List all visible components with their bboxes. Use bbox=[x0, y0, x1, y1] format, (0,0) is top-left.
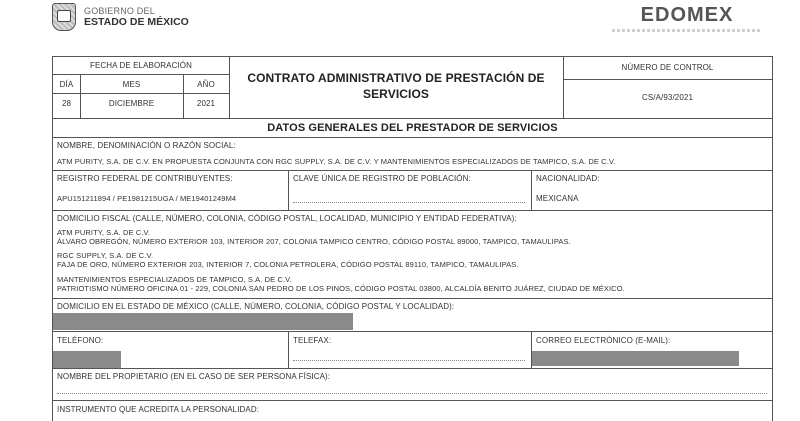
contract-title-line2: SERVICIOS bbox=[362, 87, 430, 101]
name-value: ATM PURITY, S.A. DE C.V. EN PROPUESTA CONJUNTA CON RGC SUPPLY, S.A. DE C.V. Y MANTENIMIENTOS ESPECIALIZADOS DE TAMPICO, S.A. DE C.V. bbox=[57, 157, 616, 166]
rfc-value: APU151211894 / PE1981215UGA / ME19401249M4 bbox=[57, 194, 237, 203]
redacted-edomex-address bbox=[53, 313, 353, 330]
curp-label: CLAVE ÚNICA DE REGISTRO DE POBLACIÓN: bbox=[293, 174, 471, 183]
control-number-value: CS/A/93/2021 bbox=[641, 93, 693, 102]
fiscal-company-2: RGC SUPPLY, S.A. DE C.V. bbox=[57, 251, 154, 260]
edomex-logo-text: EDOMEX bbox=[640, 4, 734, 26]
day-label: DÍA bbox=[59, 80, 74, 89]
edomex-logo bbox=[612, 5, 762, 32]
divider bbox=[53, 298, 772, 299]
year-label: AÑO bbox=[197, 80, 215, 89]
divider bbox=[531, 170, 532, 210]
fiscal-company-3: MANTENIMIENTOS ESPECIALIZADOS DE TAMPICO, S.A. DE C.V. bbox=[57, 275, 292, 284]
contract-title-line1: CONTRATO ADMINISTRATIVO DE PRESTACIÓN DE bbox=[247, 71, 545, 85]
divider bbox=[53, 210, 772, 211]
divider bbox=[563, 79, 772, 80]
edomex-address-label: DOMICILIO EN EL ESTADO DE MÉXICO (CALLE, NÚMERO, COLONIA, CÓDIGO POSTAL Y LOCALIDAD): bbox=[57, 302, 455, 311]
redacted-phone bbox=[53, 351, 121, 368]
gov-logo-line1: GOBIERNO DEL bbox=[84, 5, 155, 16]
instrument-label: INSTRUMENTO QUE ACREDITA LA PERSONALIDAD: bbox=[57, 405, 260, 414]
divider bbox=[53, 331, 772, 332]
phone-label: TELÉFONO: bbox=[57, 336, 104, 345]
owner-label: NOMBRE DEL PROPIETARIO (EN EL CASO DE SER PERSONA FÍSICA): bbox=[57, 372, 331, 381]
month-value: DICIEMBRE bbox=[108, 99, 155, 108]
fiscal-address-label: DOMICILIO FISCAL (CALLE, NÚMERO, COLONIA, CÓDIGO POSTAL, LOCALIDAD, MUNICIPIO Y ENTIDAD FEDERATIVA): bbox=[57, 214, 517, 223]
fiscal-address-1: ÁLVARO OBREGÓN, NÚMERO EXTERIOR 103, INTERIOR 207, COLONIA TAMPICO CENTRO, CÓDIGO POSTAL 89000, TAMPICO, TAMAULIPAS. bbox=[57, 237, 571, 246]
nationality-label: NACIONALIDAD: bbox=[536, 174, 600, 183]
gov-logo-line2: ESTADO DE MÉXICO bbox=[84, 15, 189, 28]
divider bbox=[53, 368, 772, 369]
fiscal-address-3: PATRIOTISMO NÚMERO OFICINA 01 - 229, COLONIA SAN PEDRO DE LOS PINOS, CÓDIGO POSTAL 03800, ALCALDÍA BENITO JUÁREZ, CIUDAD DE MÉXICO. bbox=[57, 284, 625, 293]
control-number-label: NÚMERO DE CONTROL bbox=[621, 63, 714, 72]
email-label: CORREO ELECTRÓNICO (E-MAIL): bbox=[536, 336, 671, 345]
divider bbox=[53, 170, 772, 171]
edomex-logo-tagline bbox=[612, 29, 762, 32]
fax-blank-line bbox=[293, 360, 525, 361]
date-block-title: FECHA DE ELABORACIÓN bbox=[89, 61, 193, 70]
divider bbox=[53, 137, 772, 138]
fiscal-company-1: ATM PURITY, S.A. DE C.V. bbox=[57, 228, 151, 237]
name-label: NOMBRE, DENOMINACIÓN O RAZÓN SOCIAL: bbox=[57, 141, 236, 150]
divider bbox=[288, 170, 289, 210]
contract-form bbox=[52, 56, 773, 421]
divider bbox=[53, 400, 772, 401]
coat-of-arms-icon bbox=[52, 3, 76, 31]
redacted-email bbox=[532, 351, 739, 366]
fax-label: TELEFAX: bbox=[293, 336, 332, 345]
divider bbox=[53, 118, 772, 119]
rfc-label: REGISTRO FEDERAL DE CONTRIBUYENTES: bbox=[57, 174, 233, 183]
fiscal-address-2: FAJA DE ORO, NÚMERO EXTERIOR 203, INTERIOR 7, COLONIA PETROLERA, CÓDIGO POSTAL 89110, TAMPICO, TAMAULIPAS. bbox=[57, 260, 519, 269]
day-value: 28 bbox=[61, 99, 72, 108]
gov-logo bbox=[52, 2, 189, 32]
nationality-value: MEXICANA bbox=[536, 194, 579, 203]
year-value: 2021 bbox=[196, 99, 216, 108]
month-label: MES bbox=[122, 80, 141, 89]
curp-blank-line bbox=[293, 202, 525, 203]
section-title: DATOS GENERALES DEL PRESTADOR DE SERVICIOS bbox=[267, 122, 558, 134]
divider bbox=[288, 331, 289, 368]
owner-blank-line bbox=[57, 393, 767, 394]
